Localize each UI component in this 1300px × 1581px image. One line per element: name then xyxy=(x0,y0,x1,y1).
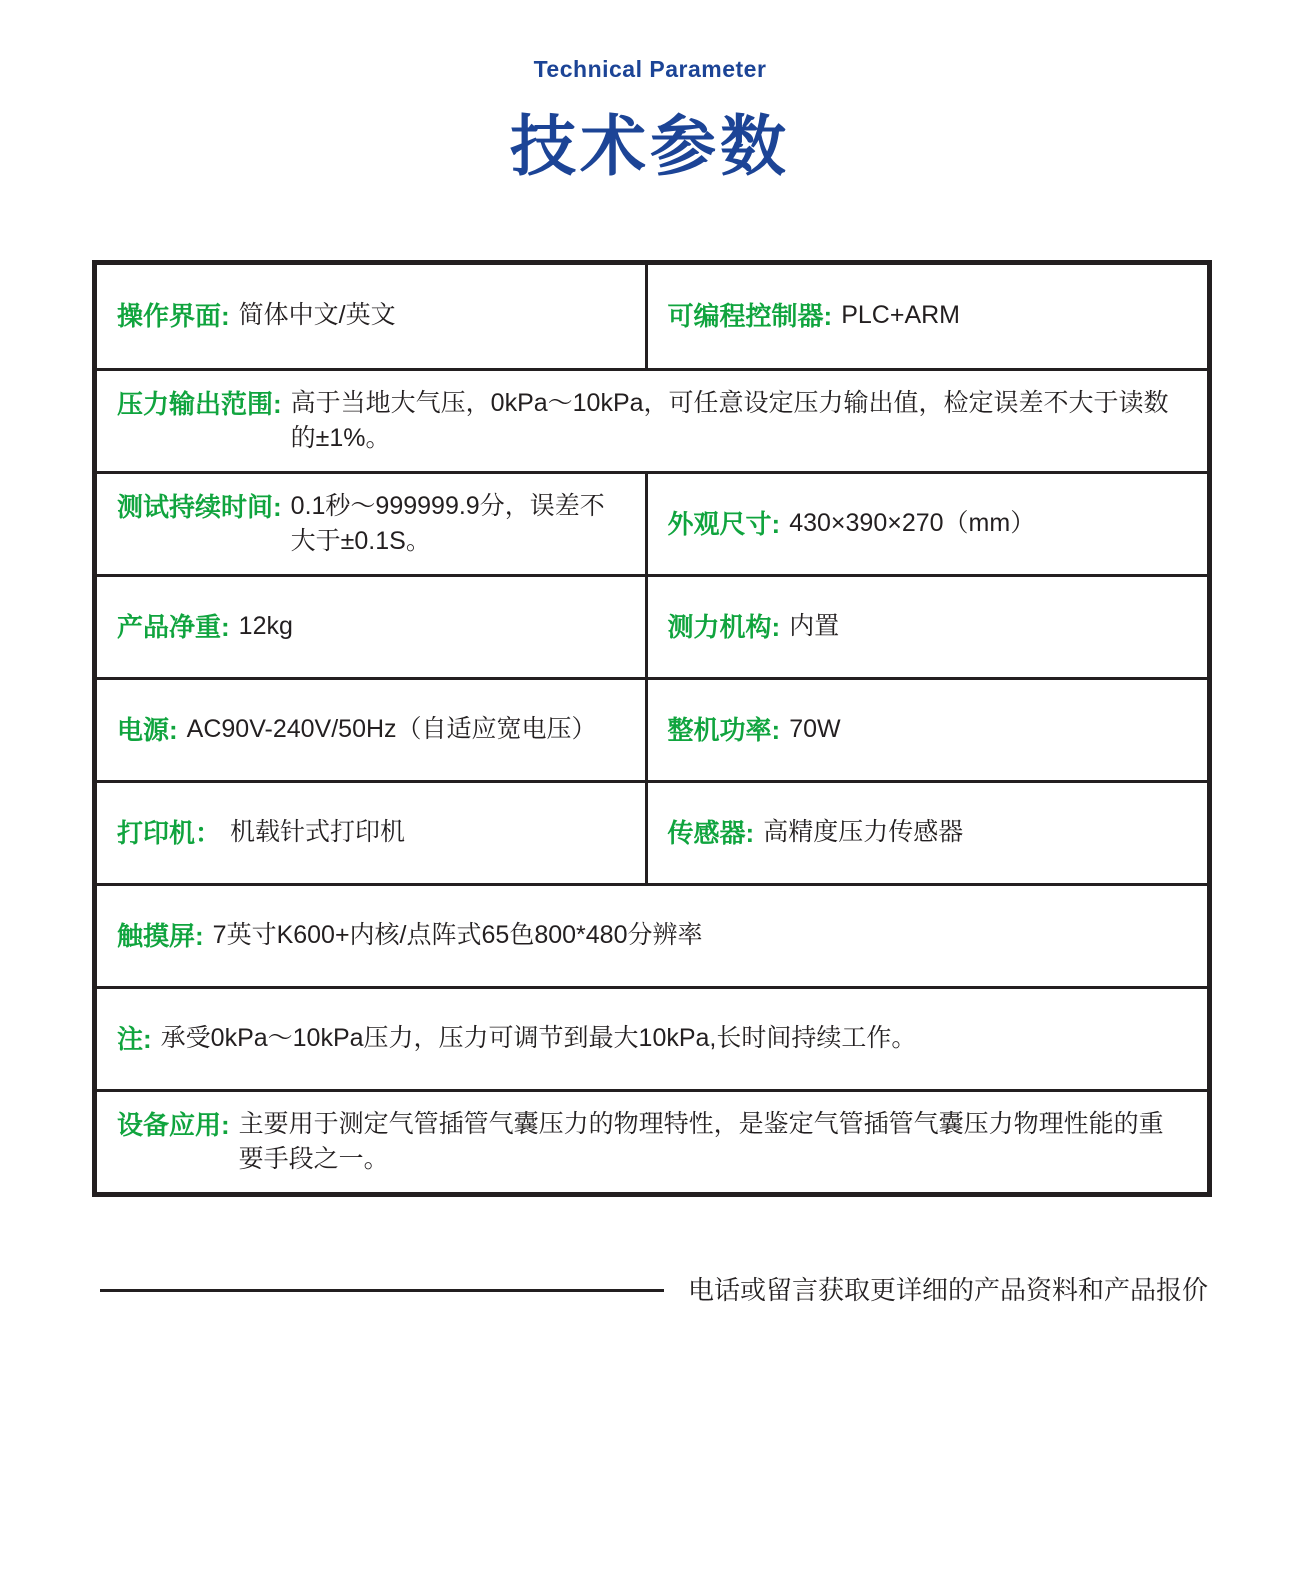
footer xyxy=(100,1272,1208,1308)
spec-cell-power-supply xyxy=(97,680,648,780)
page-header xyxy=(0,0,1300,188)
spec-value: 0.1秒～999999.9分，误差不大于±0.1S。 xyxy=(290,491,605,555)
spec-value: 7英寸K600+内核/点阵式65色800*480分辨率 xyxy=(212,920,703,949)
spec-label: 测试持续时间: xyxy=(117,491,282,522)
table-row-duration-dimensions xyxy=(97,471,1207,574)
spec-value: 内置 xyxy=(789,611,840,640)
spec-label: 操作界面: xyxy=(117,301,230,332)
spec-value: 12kg xyxy=(238,611,293,640)
spec-cell-touchscreen xyxy=(97,886,1207,986)
spec-label: 外观尺寸: xyxy=(667,508,781,539)
spec-cell-operation-interface xyxy=(97,265,648,368)
table-row-weight-mechanism xyxy=(97,574,1207,677)
spec-cell-net-weight xyxy=(97,577,648,677)
spec-cell-printer xyxy=(97,783,648,883)
spec-label: 传感器: xyxy=(667,817,755,848)
spec-label: 电源: xyxy=(117,714,178,745)
spec-cell-pressure-output-range xyxy=(97,371,1207,471)
spec-value: 简体中文/英文 xyxy=(238,301,396,330)
spec-table xyxy=(92,260,1212,1197)
spec-value: 承受0kPa～10kPa压力，压力可调节到最大10kPa,长时间持续工作。 xyxy=(160,1023,917,1052)
table-row-touchscreen xyxy=(97,883,1207,986)
spec-value: 高于当地大气压，0kPa～10kPa，可任意设定压力输出值，检定误差不大于读数的±1%。 xyxy=(290,388,1169,452)
spec-label: 设备应用: xyxy=(117,1109,230,1140)
page-title-chinese: 技术参数 xyxy=(510,109,790,183)
spec-label: 整机功率: xyxy=(667,714,781,745)
spec-value: 430×390×270（mm） xyxy=(789,508,1036,537)
spec-cell-force-mechanism xyxy=(648,577,1207,677)
spec-cell-programmable-controller xyxy=(648,265,1207,368)
table-row-ui-controller xyxy=(97,265,1207,368)
spec-label: 可编程控制器: xyxy=(667,301,833,332)
spec-value: 高精度压力传感器 xyxy=(763,817,964,846)
spec-cell-total-power xyxy=(648,680,1207,780)
page-title-english: Technical Parameter xyxy=(533,56,767,82)
spec-label: 注: xyxy=(117,1023,152,1054)
spec-label: 测力机构: xyxy=(667,611,781,642)
spec-value: 机载针式打印机 xyxy=(230,817,406,846)
spec-label: 产品净重: xyxy=(117,611,230,642)
spec-cell-test-duration xyxy=(97,474,648,574)
spec-cell-sensor xyxy=(648,783,1207,883)
spec-label: 压力输出范围: xyxy=(117,388,282,419)
spec-label: 打印机： xyxy=(117,817,222,848)
table-row-application xyxy=(97,1089,1207,1192)
table-row-pressure-output xyxy=(97,368,1207,471)
table-row-note xyxy=(97,986,1207,1089)
footer-divider-line xyxy=(100,1289,664,1292)
spec-value: 70W xyxy=(789,714,841,743)
spec-label: 触摸屏: xyxy=(117,920,204,951)
spec-value: AC90V-240V/50Hz（自适应宽电压） xyxy=(186,714,597,743)
spec-cell-note xyxy=(97,989,1207,1089)
spec-value: 主要用于测定气管插管气囊压力的物理特性，是鉴定气管插管气囊压力物理性能的重要手段之一。 xyxy=(238,1109,1164,1173)
table-row-printer-sensor xyxy=(97,780,1207,883)
footer-cta-text: 电话或留言获取更详细的产品资料和产品报价 xyxy=(687,1275,1208,1305)
spec-cell-dimensions xyxy=(648,474,1207,574)
spec-cell-application xyxy=(97,1092,1207,1192)
spec-value: PLC+ARM xyxy=(841,301,961,330)
table-row-power xyxy=(97,677,1207,780)
